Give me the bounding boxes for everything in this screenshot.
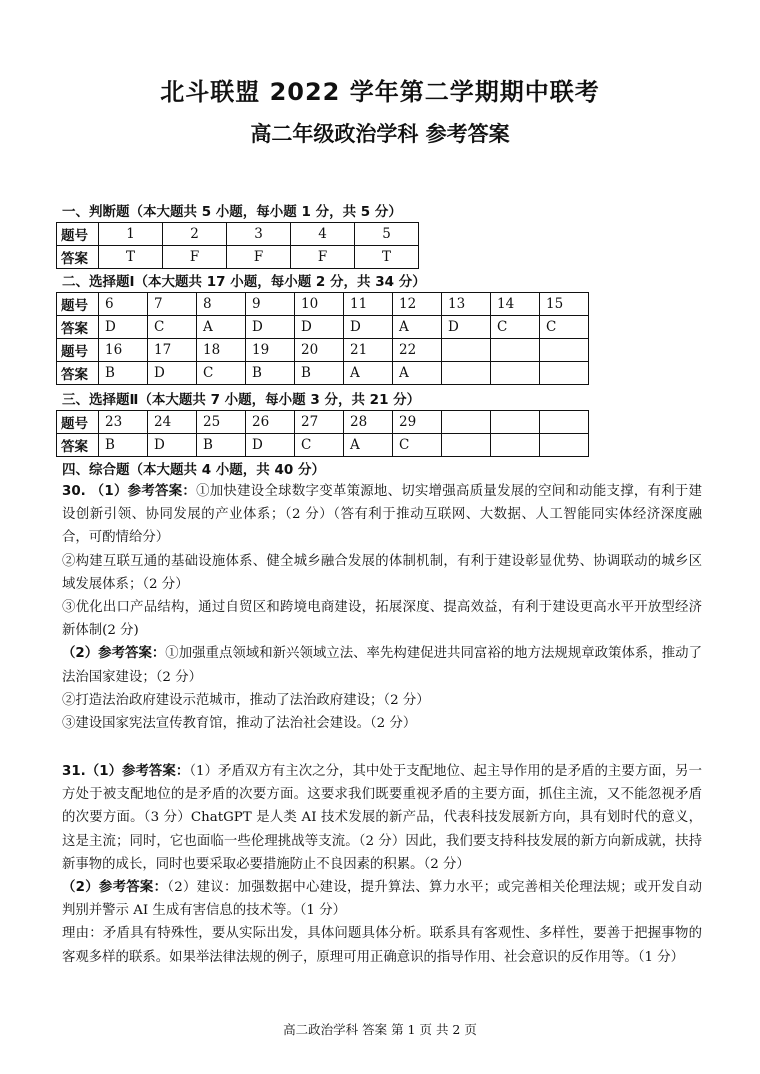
table-cell: B — [99, 434, 148, 457]
table-cell: D — [148, 362, 197, 385]
table-cell: B — [197, 434, 246, 457]
table-row — [57, 339, 589, 362]
table-cell — [442, 434, 491, 457]
row-label-question: 题号 — [57, 411, 99, 434]
table-cell: F — [163, 246, 227, 269]
question-30 — [62, 480, 702, 735]
table-cell: 12 — [393, 293, 442, 316]
table-cell: D — [295, 316, 344, 339]
table-cell: D — [442, 316, 491, 339]
table-cell — [442, 411, 491, 434]
table-cell: C — [295, 434, 344, 457]
table-cell: 1 — [99, 223, 163, 246]
table-cell: 29 — [393, 411, 442, 434]
table-cell: A — [344, 362, 393, 385]
table-cell: A — [344, 434, 393, 457]
table-cell: 26 — [246, 411, 295, 434]
table-cell: 7 — [148, 293, 197, 316]
row-label-question: 题号 — [57, 293, 99, 316]
table-cell — [491, 362, 540, 385]
q30-part1-text: ①加快建设全球数字变革策源地、切实增强高质量发展的空间和动能支撑，有利于建设创新引领、协同发展的产业体系；（2 分）（答有利于推动互联网、大数据、人工智能同实体经济深度融合，可酌情给分） — [62, 484, 703, 546]
table-cell: 10 — [295, 293, 344, 316]
table-row — [57, 223, 419, 246]
q31-part2-text: （2）建议：加强数据中心建设，提升算法、算力水平；或完善相关伦理法规；或开发自动判别并警示 AI 生成有害信息的技术等。（1 分） — [62, 880, 702, 919]
table-cell — [491, 411, 540, 434]
table-cell: 9 — [246, 293, 295, 316]
table-cell — [540, 362, 589, 385]
page-title: 北斗联盟 2022 学年第二学期期中联考 — [160, 78, 600, 106]
table-cell: T — [99, 246, 163, 269]
q31-part1 — [62, 760, 702, 876]
table-cell: 13 — [442, 293, 491, 316]
table-cell — [491, 339, 540, 362]
table-cell — [442, 339, 491, 362]
q30-part2-point3: ③建设国家宪法宣传教育馆，推动了法治社会建设。（2 分） — [62, 716, 417, 732]
page-footer: 高二政治学科 答案 第 1 页 共 2 页 — [283, 1022, 477, 1037]
table-row — [57, 411, 589, 434]
q31-part1-label: 31.（1）参考答案： — [62, 764, 190, 779]
table-row — [57, 246, 419, 269]
table-cell: 17 — [148, 339, 197, 362]
section1-table — [56, 222, 419, 269]
q30-part1-point2: ②构建互联互通的基础设施体系、健全城乡融合发展的体制机制，有利于建设彰显优势、协调联动的城乡区域发展体系；（2 分） — [62, 553, 702, 592]
table-cell — [491, 434, 540, 457]
row-label-question: 题号 — [57, 223, 99, 246]
table-cell — [540, 411, 589, 434]
table-row — [57, 293, 589, 316]
table-cell: 28 — [344, 411, 393, 434]
table-cell: 27 — [295, 411, 344, 434]
table-cell: 25 — [197, 411, 246, 434]
q31-part2 — [62, 876, 702, 922]
table-cell: A — [197, 316, 246, 339]
table-cell: A — [393, 362, 442, 385]
q30-part1 — [62, 480, 702, 550]
table-cell: C — [197, 362, 246, 385]
page-subtitle: 高二年级政治学科 参考答案 — [250, 122, 510, 146]
table-cell — [540, 434, 589, 457]
table-cell: B — [246, 362, 295, 385]
table-cell: 24 — [148, 411, 197, 434]
table-cell: 16 — [99, 339, 148, 362]
row-label-answer: 答案 — [57, 362, 99, 385]
table-cell: D — [246, 316, 295, 339]
table-cell: 14 — [491, 293, 540, 316]
q31-part1-text: （1）矛盾双方有主次之分，其中处于支配地位、起主导作用的是矛盾的主要方面，另一方处于被支配地位的是矛盾的次要方面。这要求我们既要重视矛盾的主要方面，抓住主流，又不能忽视矛盾的次要方面。（3 分）ChatGPT 是人类 AI 技术发展的新产品，代表科技发展新方向，具有划时代的意义，这是主流；同时，它也面临一些伦理挑战等支流。（2 分）因此，我们要支持科技发展的新方向新成就，扶持新事物的成长，同时也要采取必要措施防止不良因素的积累。（2 分） — [62, 764, 702, 872]
table-cell: 2 — [163, 223, 227, 246]
table-cell: 18 — [197, 339, 246, 362]
question-31 — [62, 760, 702, 969]
table-row — [57, 434, 589, 457]
table-cell: 3 — [227, 223, 291, 246]
table-cell: F — [227, 246, 291, 269]
table-cell: 20 — [295, 339, 344, 362]
q30-part2-point2: ②打造法治政府建设示范城市，推动了法治政府建设；（2 分） — [62, 692, 430, 708]
table-cell: D — [246, 434, 295, 457]
table-cell: 19 — [246, 339, 295, 362]
table-cell: F — [291, 246, 355, 269]
table-cell: 23 — [99, 411, 148, 434]
table-row — [57, 362, 589, 385]
table-cell: C — [540, 316, 589, 339]
table-cell: T — [355, 246, 419, 269]
table-cell: 5 — [355, 223, 419, 246]
table-cell: D — [99, 316, 148, 339]
table-cell — [540, 339, 589, 362]
table-cell: B — [99, 362, 148, 385]
section4-heading: 四、综合题（本大题共 4 小题，共 40 分） — [62, 462, 325, 478]
section1-heading: 一、判断题（本大题共 5 小题，每小题 1 分，共 5 分） — [62, 204, 402, 220]
table-cell: 6 — [99, 293, 148, 316]
q30-part2-text: ①加强重点领域和新兴领域立法、率先构建促进共同富裕的地方法规规章政策体系，推动了法治国家建设；（2 分） — [62, 646, 702, 685]
section3-heading: 三、选择题Ⅱ（本大题共 7 小题，每小题 3 分，共 21 分） — [62, 392, 421, 408]
table-cell: 8 — [197, 293, 246, 316]
table-cell: 4 — [291, 223, 355, 246]
q30-part2 — [62, 642, 702, 688]
table-cell: 21 — [344, 339, 393, 362]
table-row — [57, 316, 589, 339]
table-cell: C — [393, 434, 442, 457]
row-label-question: 题号 — [57, 339, 99, 362]
table-cell: 11 — [344, 293, 393, 316]
table-cell: 22 — [393, 339, 442, 362]
table-cell: C — [491, 316, 540, 339]
q30-part2-label: （2）参考答案： — [62, 646, 166, 662]
q31-part2-reason: 理由：矛盾具有特殊性，要从实际出发，具体问题具体分析。联系具有客观性、多样性，要善于把握事物的客观多样的联系。如果举法律法规的例子，原理可用正确意识的指导作用、社会意识的反作用等。（1 分） — [62, 926, 702, 965]
row-label-answer: 答案 — [57, 316, 99, 339]
section3-table — [56, 410, 589, 457]
table-cell: 15 — [540, 293, 589, 316]
row-label-answer: 答案 — [57, 434, 99, 457]
q31-part2-label: （2）参考答案： — [62, 880, 168, 896]
section2-table — [56, 292, 589, 385]
q30-part1-label: 30. （1）参考答案： — [62, 484, 197, 499]
table-cell: C — [148, 316, 197, 339]
row-label-answer: 答案 — [57, 246, 99, 269]
table-cell: D — [344, 316, 393, 339]
section2-heading: 二、选择题Ⅰ（本大题共 17 小题，每小题 2 分，共 34 分） — [62, 274, 426, 290]
table-cell: D — [148, 434, 197, 457]
q30-part1-point3: ③优化出口产品结构，通过自贸区和跨境电商建设，拓展深度、提高效益，有利于建设更高水平开放型经济新体制(2 分) — [62, 600, 702, 639]
table-cell: B — [295, 362, 344, 385]
table-cell — [442, 362, 491, 385]
table-cell: A — [393, 316, 442, 339]
